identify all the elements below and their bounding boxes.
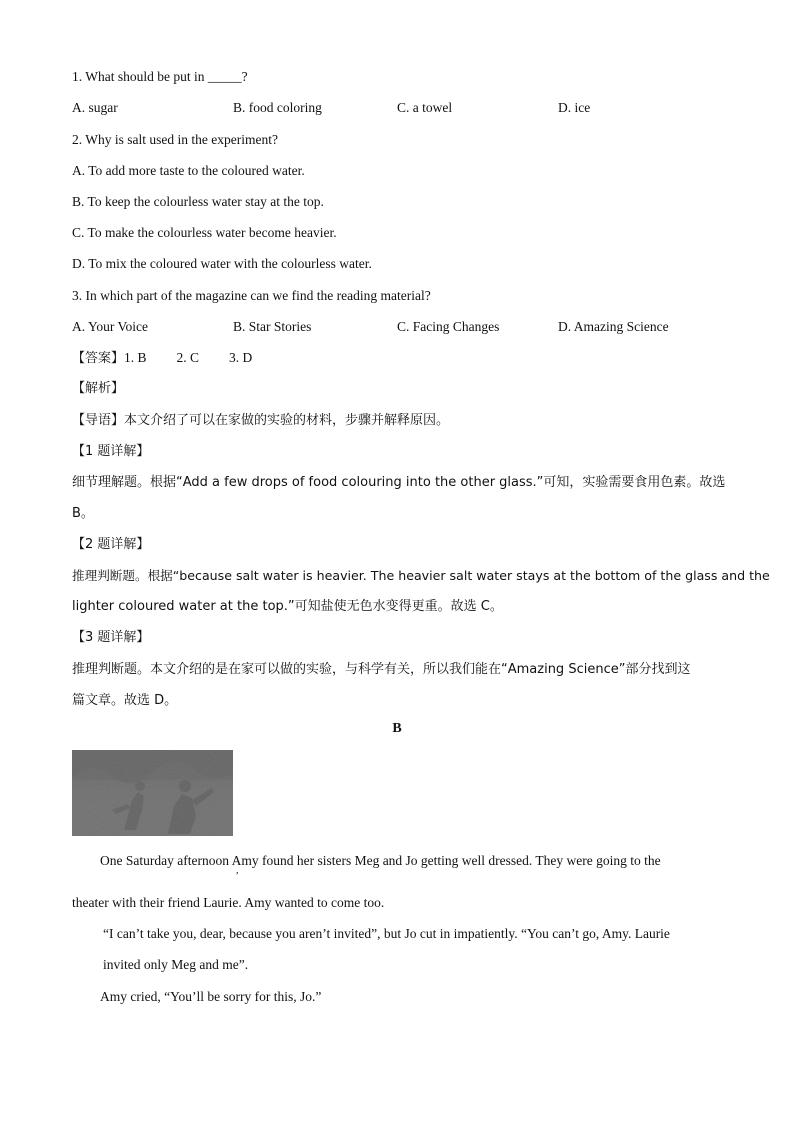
detail-3-line: 篇文章。故选 D。	[72, 693, 178, 708]
detail-1-label: 【1 题详解】	[72, 444, 150, 459]
question-1-option-d: D. ice	[558, 100, 591, 115]
stray-mark: ,	[236, 865, 239, 876]
question-1-option-a: A. sugar	[72, 100, 118, 115]
question-2-stem: 2. Why is salt used in the experiment?	[72, 132, 278, 147]
answer-item: 2. C	[176, 350, 200, 365]
detail-1-line: B。	[72, 506, 94, 521]
passage-paragraph-1: One Saturday afternoon Amy found her sisters Meg and Jo getting well dressed. They were going to the	[100, 853, 661, 868]
analysis-label: 【解析】	[72, 381, 125, 396]
question-3-option-a: A. Your Voice	[72, 319, 149, 334]
question-2-option-c: C. To make the colourless water become heavier.	[72, 225, 337, 240]
answer-item: 3. D	[229, 350, 253, 365]
question-3-option-b: B. Star Stories	[233, 319, 312, 334]
answer-label: 【答案】	[72, 351, 125, 366]
question-3-option-c: C. Facing Changes	[397, 319, 500, 334]
question-2-option-b: B. To keep the colourless water stay at the top.	[72, 194, 324, 209]
question-2-option-a: A. To add more taste to the coloured water.	[72, 163, 305, 178]
passage-paragraph-3: Amy cried, “You’ll be sorry for this, Jo.”	[100, 989, 322, 1004]
answer-item: 1. B	[124, 350, 147, 365]
question-1-stem: 1. What should be put in _____?	[72, 69, 248, 84]
question-1-option-b: B. food coloring	[233, 100, 322, 115]
passage-heading: B	[392, 721, 402, 736]
passage-paragraph-1-cont: theater with their friend Laurie. Amy wanted to come too.	[72, 895, 385, 910]
guide-row	[72, 413, 449, 429]
detail-2-label: 【2 题详解】	[72, 537, 150, 552]
question-3-option-d: D. Amazing Science	[558, 319, 669, 334]
detail-2-line: lighter coloured water at the top.”可知盐使无色水变得更重。故选 C。	[72, 599, 503, 614]
question-1-option-c: C. a towel	[397, 100, 453, 115]
question-3-stem: 3. In which part of the magazine can we find the reading material?	[72, 288, 431, 303]
detail-2-line: 推理判断题。根据“because salt water is heavier. The heavier salt water stays at the bottom of the glass and the	[72, 568, 770, 583]
answer-row	[72, 350, 252, 367]
passage-photo	[72, 750, 233, 836]
detail-1-line: 细节理解题。根据“Add a few drops of food colouring into the other glass.”可知，实验需要食用色素。故选	[72, 475, 726, 490]
passage-paragraph-2-cont: invited only Meg and me”.	[103, 957, 249, 972]
passage-paragraph-2: “I can’t take you, dear, because you aren’t invited”, but Jo cut in impatiently. “You can’t go, Amy. Laurie	[103, 926, 670, 941]
detail-3-line: 推理判断题。本文介绍的是在家可以做的实验，与科学有关，所以我们能在“Amazing Science”部分找到这	[72, 662, 691, 677]
detail-3-label: 【3 题详解】	[72, 630, 150, 645]
photo-illustration	[72, 750, 233, 836]
guide-text: 本文介绍了可以在家做的实验的材料，步骤并解释原因。	[124, 413, 450, 428]
guide-label: 【导语】	[72, 413, 125, 428]
question-2-option-d: D. To mix the coloured water with the colourless water.	[72, 256, 372, 271]
